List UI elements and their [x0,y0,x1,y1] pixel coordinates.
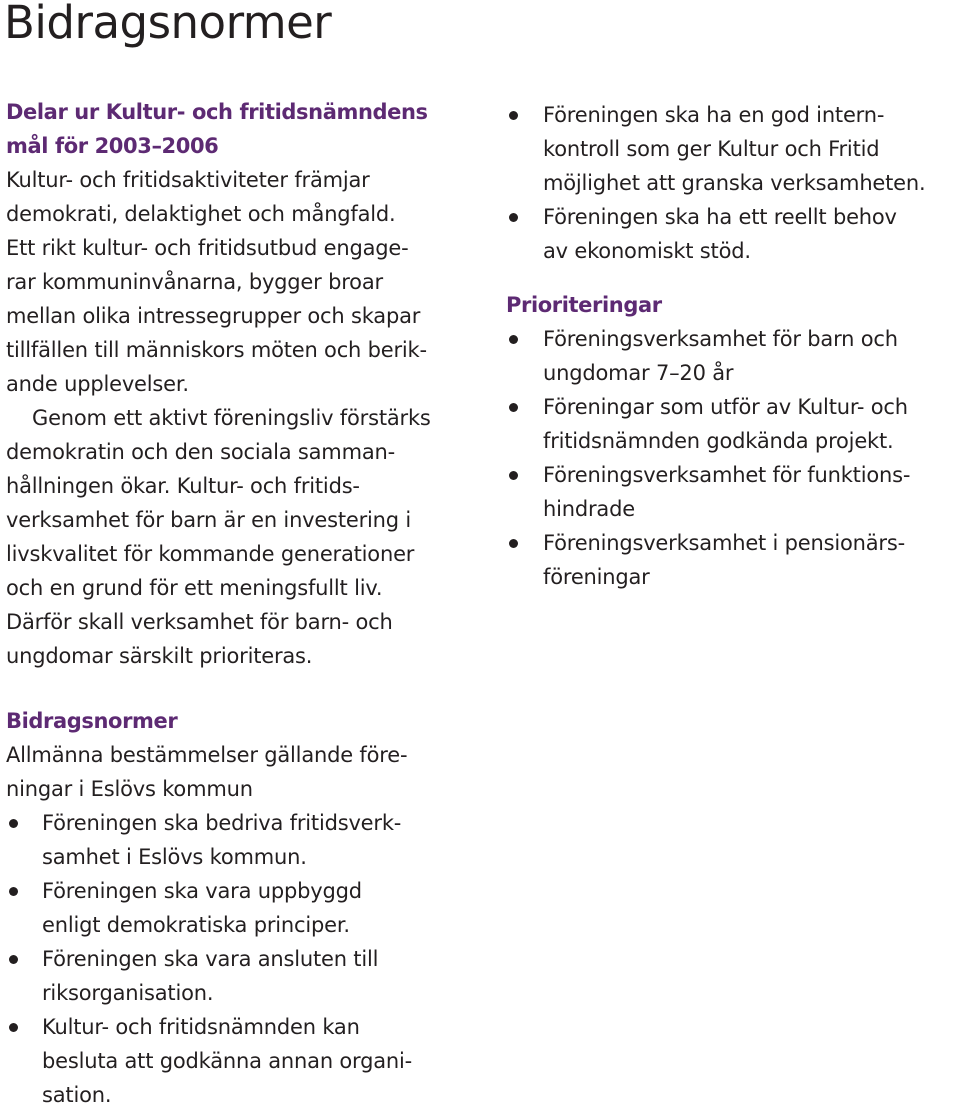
paragraph-line: ningar i Eslövs kommun [6,777,253,801]
paragraph-line: hållningen ökar. Kultur- och fritids- [6,474,360,498]
bullet-icon [509,213,518,222]
goals-heading-line: mål för 2003–2006 [6,134,219,158]
priorities-bullet-list [506,322,956,594]
list-item-line: Föreningar som utför av Kultur- och [543,395,908,419]
bullet-icon [9,887,18,896]
bullet-icon [509,403,518,412]
list-item-line: Föreningsverksamhet för funktions- [543,463,911,487]
list-item-line: riksorganisation. [42,981,214,1005]
paragraph-line: Därför skall verksamhet för barn- och [6,610,393,634]
list-item [6,1010,456,1112]
paragraph-line: Genom ett aktivt föreningsliv förstärks [32,406,431,430]
paragraph-line: demokrati, delaktighet och mångfald. [6,202,396,226]
paragraph-line: mellan olika intressegrupper och skapar [6,304,421,328]
bullet-icon [9,955,18,964]
bullet-icon [9,1023,18,1032]
list-item-line: Kultur- och fritidsnämnden kan [42,1015,360,1039]
list-item-line: fritidsnämnden godkända projekt. [543,429,894,453]
norms-intro [6,738,456,806]
goals-heading-line: Delar ur Kultur- och fritidsnämndens [6,100,428,124]
paragraph-line: och en grund för ett meningsfullt liv. [6,576,383,600]
list-item [6,874,456,942]
bullet-icon [9,819,18,828]
norms-heading: Bidragsnormer [6,709,178,733]
paragraph-line: tillfällen till människors möten och berik- [6,338,427,362]
list-item-line: möjlighet att granska verksamheten. [543,171,926,195]
bullet-icon [509,539,518,548]
list-item-line: Föreningsverksamhet i pensionärs- [543,531,905,555]
paragraph-line: livskvalitet för kommande generationer [6,542,415,566]
list-item-line: sation. [42,1083,112,1107]
list-item-line: av ekonomiskt stöd. [543,239,751,263]
list-item [506,200,956,268]
list-item-line: föreningar [543,565,650,589]
list-item [506,458,956,526]
list-item-line: besluta att godkänna annan organi- [42,1049,413,1073]
list-item-line: Föreningen ska bedriva fritidsverk- [42,811,402,835]
bullet-icon [509,335,518,344]
page-title: Bidragsnormer [4,0,332,49]
paragraph-line: Kultur- och fritidsaktiviteter främjar [6,168,370,192]
paragraph-line: ungdomar särskilt prioriteras. [6,644,313,668]
list-item-line: ungdomar 7–20 år [543,361,734,385]
section-spacer [506,268,956,288]
norms-continued-bullet-list [506,98,956,268]
list-item-line: hindrade [543,497,635,521]
list-item [506,322,956,390]
goals-section [6,95,466,673]
right-column [506,98,956,594]
paragraph-line: Allmänna bestämmelser gällande före- [6,743,408,767]
bullet-icon [509,471,518,480]
list-item [506,98,956,200]
list-item-line: Föreningsverksamhet för barn och [543,327,898,351]
norms-bullet-list [6,806,456,1112]
list-item-line: Föreningen ska vara ansluten till [42,947,379,971]
list-item-line: enligt demokratiska principer. [42,913,350,937]
goals-paragraph-2 [6,401,466,673]
list-item-line: samhet i Eslövs kommun. [42,845,307,869]
list-item [506,526,956,594]
paragraph-line: rar kommuninvånarna, bygger broar [6,270,383,294]
list-item-line: Föreningen ska ha en god intern- [543,103,885,127]
goals-paragraph-1 [6,163,466,401]
paragraph-line: Ett rikt kultur- och fritidsutbud engage- [6,236,409,260]
goals-heading [6,95,466,163]
norms-section [6,704,456,1112]
list-item [506,390,956,458]
priorities-heading: Prioriteringar [506,293,662,317]
list-item [6,942,456,1010]
paragraph-line: demokratin och den sociala samman- [6,440,395,464]
bullet-icon [509,111,518,120]
list-item [6,806,456,874]
paragraph-line: verksamhet för barn är en investering i [6,508,412,532]
list-item-line: Föreningen ska vara uppbyggd [42,879,362,903]
paragraph-line: ande upplevelser. [6,372,189,396]
list-item-line: Föreningen ska ha ett reellt behov [543,205,897,229]
list-item-line: kontroll som ger Kultur och Fritid [543,137,880,161]
